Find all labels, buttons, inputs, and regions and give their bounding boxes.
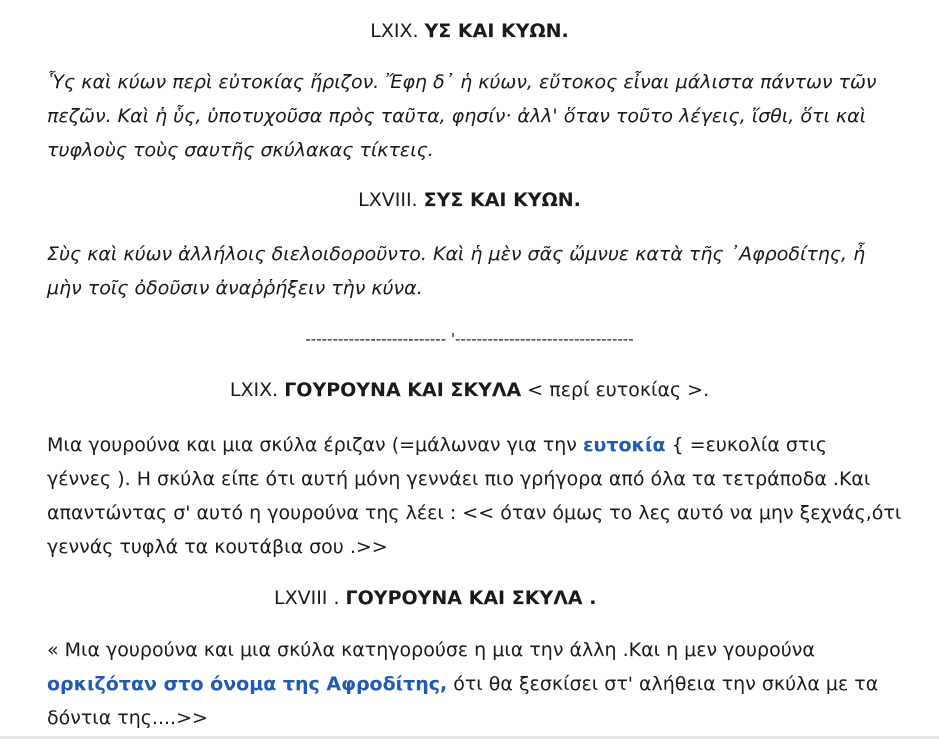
section3-suffix: < περί ευτοκίας >. [521, 379, 710, 401]
section3-line-2: γέννες ). Η σκύλα είπε ότι αυτή μόνη γεννάει πιο γρήγορα από όλα τα τετράποδα .Και [47, 468, 871, 490]
aphrodite-link[interactable]: ορκιζόταν στο όνομα της Αφροδίτης, [47, 673, 448, 695]
section3-title: ΓΟΥΡΟΥΝΑ ΚΑΙ ΣΚΥΛΑ [284, 379, 522, 401]
section4-numeral: LXVIII . [274, 587, 340, 609]
section4-line-1: « Μια γουρούνα και μια σκύλα κατηγορούσε η μια την άλλη .Και η μεν γουρούνα [47, 639, 815, 661]
section2-numeral: LXVIII. [358, 189, 418, 211]
section1-line-2: πεζῶν. Καὶ ἡ ὗς, ὑποτυχοῦσα πρὸς ταῦτα, φησίν· ἀλλ' ὅταν τοῦτο λέγεις, ἴσθι, ὅτι καὶ [47, 105, 867, 127]
section2-line-2: μὴν τοῖς ὀδοῦσιν ἀναῤῥήξειν τὴν κύνα. [47, 277, 423, 299]
section3-line-3: απαντώντας σ' αυτό η γουρούνα της λέει : << όταν όμως το λες αυτό να μην ξεχνάς,ότι [47, 502, 902, 524]
section3-heading [0, 373, 939, 407]
section4-line-3: δόντια της....>> [47, 707, 208, 729]
section3-line1-pre: Μια γουρούνα και μια σκύλα έριζαν (=μάλωναν για την [47, 434, 583, 456]
section2-title: ΣΥΣ ΚΑΙ ΚΥΩΝ. [423, 189, 581, 211]
section3-line1-post: { =ευκολία στις [665, 434, 827, 456]
section3-numeral: LXIX. [229, 379, 279, 401]
eutokia-link[interactable]: ευτοκία [582, 434, 666, 456]
section3-line-1 [47, 428, 827, 462]
section1-title: ΥΣ ΚΑΙ ΚΥΩΝ. [424, 20, 569, 42]
section4-line-2 [47, 667, 878, 701]
section4-line2-post: ότι θα ξεσκίσει στ' αλήθεια την σκύλα με τα [447, 673, 879, 695]
section1-numeral: LXIX. [370, 20, 419, 42]
section1-heading [0, 14, 939, 48]
section2-line-1: Σὺς καὶ κύων ἀλλήλοις διελοιδοροῦντο. Καὶ ἡ μὲν σᾶς ὤμνυε κατὰ τῆς ᾽Αφροδίτης, ἦ [47, 243, 866, 265]
section3-line-4: γεννάς τυφλά τα κουτάβια σου .>> [47, 536, 388, 558]
section1-line-1: Ὗς καὶ κύων περὶ εὐτοκίας ἤριζον. Ἔφη δ᾽ ἡ κύων, εὔτοκος εἶναι μάλιστα πάντων τῶν [47, 71, 877, 93]
section4-heading [274, 581, 596, 615]
section-separator: -------------------------- '--------------------------------- [305, 330, 634, 348]
section4-title: ΓΟΥΡΟΥΝΑ ΚΑΙ ΣΚΥΛΑ . [345, 587, 597, 609]
section1-line-3: τυφλοὺς τοὺς σαυτῆς σκύλακας τίκτεις. [47, 139, 434, 161]
section2-heading [0, 183, 939, 217]
